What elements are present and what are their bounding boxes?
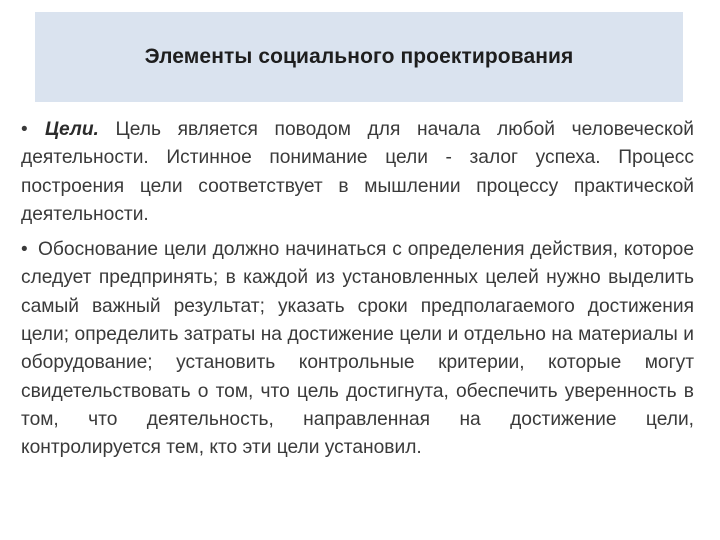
- bullet-text: Цель является поводом для начала любой человеческой деятельности. Истинное понимание цели - залог успеха. Процесс построения цели соответствует в мышлении процессу практической деятельности.: [21, 119, 694, 225]
- bullet-icon: •: [21, 119, 28, 140]
- bullet-text: Обоснование цели должно начинаться с определения действия, которое следует предпринять; в каждой из установленных целей нужно выделить самый важный результат; указать сроки предполагаемого достижения цели; определить затраты на достижение цели и отдельно на материалы и оборудование; установить контрольные критерии, которые могут свидетельствовать о том, что цель достигнута, обеспечить уверенность в том, что деятельность, направленная на достижение цели, контролируется тем, кто эти цели установил.: [21, 239, 694, 459]
- slide-title: Элементы социального проектирования: [144, 45, 574, 68]
- bullet-icon: •: [21, 239, 28, 261]
- bullet-justification: [21, 236, 694, 462]
- bullet-goals: [21, 116, 694, 229]
- bullet-term: Цели.: [45, 119, 99, 140]
- slide-body: [21, 116, 694, 463]
- title-banner: [35, 12, 683, 102]
